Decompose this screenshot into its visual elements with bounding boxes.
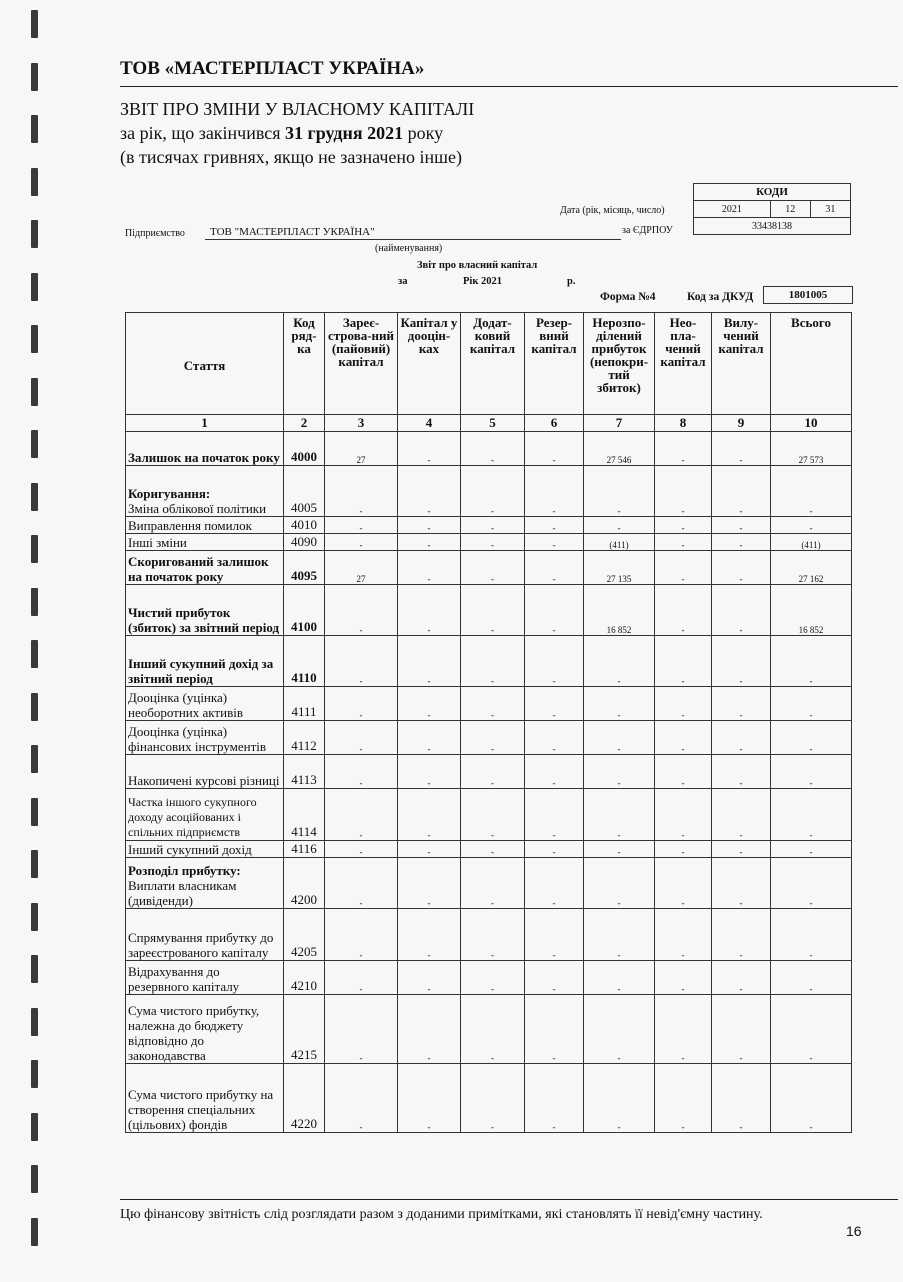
table-row: [126, 961, 852, 995]
row-value: -: [525, 909, 584, 961]
report-units: (в тисячах гривнях, якщо не зазначено інше): [120, 147, 462, 167]
row-value: -: [525, 721, 584, 755]
binding-hole: [31, 1113, 38, 1141]
row-value: -: [712, 841, 771, 858]
row-value: -: [525, 585, 584, 636]
row-value: -: [655, 585, 712, 636]
row-value: -: [771, 755, 852, 789]
table-row: [126, 909, 852, 961]
header-divider: [120, 86, 898, 87]
row-value: -: [584, 466, 655, 517]
codes-heading: КОДИ: [694, 184, 851, 201]
table-row: [126, 789, 852, 841]
row-value: -: [325, 517, 398, 534]
row-value: -: [398, 636, 461, 687]
row-value: -: [461, 995, 525, 1064]
row-value: -: [712, 858, 771, 909]
row-value: -: [325, 841, 398, 858]
page-number: 16: [846, 1223, 862, 1239]
table-row: [126, 858, 852, 909]
equity-table: [125, 312, 852, 1133]
binding-hole: [31, 430, 38, 458]
row-value: -: [325, 909, 398, 961]
row-code: 4000: [284, 432, 325, 466]
row-value: -: [398, 432, 461, 466]
binding-hole: [31, 10, 38, 38]
row-value: -: [461, 432, 525, 466]
row-code: 4110: [284, 636, 325, 687]
row-value: 16 852: [584, 585, 655, 636]
table-row: [126, 687, 852, 721]
row-value: -: [655, 534, 712, 551]
binding-hole: [31, 850, 38, 878]
row-value: -: [584, 517, 655, 534]
row-value: -: [584, 909, 655, 961]
row-value: -: [461, 961, 525, 995]
row-value: -: [584, 1064, 655, 1133]
row-article: Спрямування прибутку до зареєстрованого капіталу: [126, 909, 284, 961]
row-value: -: [584, 636, 655, 687]
row-code: 4200: [284, 858, 325, 909]
row-value: -: [398, 858, 461, 909]
row-value: -: [398, 517, 461, 534]
row-article: Залишок на початок року: [126, 432, 284, 466]
row-value: 27 546: [584, 432, 655, 466]
row-value: -: [771, 466, 852, 517]
report-za: за: [398, 276, 408, 287]
col-number: 6: [525, 415, 584, 432]
binding-hole: [31, 325, 38, 353]
row-value: (411): [584, 534, 655, 551]
table-header-row: [126, 313, 852, 415]
column-number-row: [126, 415, 852, 432]
table-row: [126, 841, 852, 858]
row-value: -: [525, 1064, 584, 1133]
header-cell: Код ряд-ка: [284, 313, 325, 415]
row-value: -: [461, 721, 525, 755]
row-article: Виправлення помилок: [126, 517, 284, 534]
row-value: -: [398, 995, 461, 1064]
row-value: -: [398, 755, 461, 789]
table-row: [126, 432, 852, 466]
header-cell: Стаття: [126, 313, 284, 415]
edrpou-label: за ЄДРПОУ: [622, 225, 673, 236]
row-value: -: [584, 721, 655, 755]
binding-hole: [31, 168, 38, 196]
row-value: -: [771, 517, 852, 534]
row-value: 27: [325, 551, 398, 585]
row-article-text: Зміна облікової політики: [128, 501, 267, 516]
binding-hole: [31, 798, 38, 826]
row-value: -: [525, 636, 584, 687]
row-value: 27 162: [771, 551, 852, 585]
binding-hole: [31, 220, 38, 248]
row-code: 4112: [284, 721, 325, 755]
row-value: -: [712, 789, 771, 841]
row-value: -: [325, 687, 398, 721]
header-cell: Нерозпо-ділений прибуток (непокри-тий збиток): [584, 313, 655, 415]
company-title: ТОВ «МАСТЕРПЛАСТ УКРАЇНА»: [120, 58, 425, 79]
row-article: Скоригований залишок на початок року: [126, 551, 284, 585]
row-article: Чистий прибуток (збиток) за звітний період: [126, 585, 284, 636]
row-value: -: [712, 636, 771, 687]
col-number: 3: [325, 415, 398, 432]
row-value: -: [461, 858, 525, 909]
row-value: -: [584, 995, 655, 1064]
row-value: -: [712, 1064, 771, 1133]
row-article: Дооцінка (уцінка) необоротних активів: [126, 687, 284, 721]
row-value: 16 852: [771, 585, 852, 636]
row-article: Сума чистого прибутку, належна до бюджету відповідно до законодавства: [126, 995, 284, 1064]
row-value: -: [461, 466, 525, 517]
row-value: -: [398, 687, 461, 721]
footer-divider: [120, 1199, 898, 1200]
row-value: -: [525, 995, 584, 1064]
row-value: -: [398, 961, 461, 995]
row-value: -: [771, 1064, 852, 1133]
date-label: Дата (рік, місяць, число): [560, 205, 665, 216]
row-value: -: [398, 466, 461, 517]
col-number: 10: [771, 415, 852, 432]
row-value: -: [325, 721, 398, 755]
row-code: 4100: [284, 585, 325, 636]
row-value: 27 135: [584, 551, 655, 585]
row-article: Інші зміни: [126, 534, 284, 551]
row-code: 4005: [284, 466, 325, 517]
row-value: -: [712, 551, 771, 585]
row-value: -: [584, 789, 655, 841]
binding-hole: [31, 640, 38, 668]
header-cell: Всього: [771, 313, 852, 415]
row-code: 4205: [284, 909, 325, 961]
binding-hole: [31, 903, 38, 931]
row-code: 4010: [284, 517, 325, 534]
dkud-code: 1801005: [763, 286, 853, 304]
table-row: [126, 517, 852, 534]
row-value: -: [325, 858, 398, 909]
report-title-block: [120, 97, 474, 169]
row-value: -: [461, 841, 525, 858]
row-value: -: [655, 858, 712, 909]
row-value: -: [655, 841, 712, 858]
binding-hole: [31, 1008, 38, 1036]
table-row: [126, 721, 852, 755]
row-value: -: [325, 585, 398, 636]
row-value: -: [398, 909, 461, 961]
binding-hole: [31, 483, 38, 511]
row-value: -: [771, 841, 852, 858]
code-month: 12: [770, 201, 810, 218]
row-value: -: [655, 961, 712, 995]
row-code: 4215: [284, 995, 325, 1064]
row-code: 4220: [284, 1064, 325, 1133]
header-cell: Нео-пла-чений капітал: [655, 313, 712, 415]
report-subtitle: Звіт про власний капітал: [417, 260, 538, 271]
report-r: р.: [567, 276, 576, 287]
table-row: [126, 585, 852, 636]
col-number: 2: [284, 415, 325, 432]
row-value: -: [525, 755, 584, 789]
row-value: -: [461, 755, 525, 789]
row-value: -: [584, 755, 655, 789]
header-cell: Зареє-строва-ний (пайовий) капітал: [325, 313, 398, 415]
col-number: 7: [584, 415, 655, 432]
row-value: -: [584, 858, 655, 909]
row-value: (411): [771, 534, 852, 551]
row-value: -: [525, 534, 584, 551]
enterprise-name: ТОВ "МАСТЕРПЛАСТ УКРАЇНА": [210, 226, 375, 238]
binding-hole: [31, 1060, 38, 1088]
table-row: [126, 636, 852, 687]
row-value: -: [525, 789, 584, 841]
row-value: -: [655, 636, 712, 687]
row-value: -: [655, 755, 712, 789]
row-value: -: [712, 755, 771, 789]
row-value: -: [771, 909, 852, 961]
row-value: -: [525, 961, 584, 995]
row-value: -: [461, 585, 525, 636]
row-article: Частка іншого сукупного доходу асоційованих і спільних підприємств: [126, 789, 284, 841]
row-value: -: [771, 687, 852, 721]
row-value: -: [325, 1064, 398, 1133]
row-value: -: [325, 789, 398, 841]
row-value: -: [525, 432, 584, 466]
row-value: -: [655, 1064, 712, 1133]
row-article-heading: Розподіл прибутку:: [128, 863, 241, 878]
table-row: [126, 551, 852, 585]
row-value: -: [461, 1064, 525, 1133]
binding-hole: [31, 955, 38, 983]
dkud-label: Код за ДКУД: [687, 291, 754, 303]
row-value: -: [771, 995, 852, 1064]
row-article: Інший сукупний дохід: [126, 841, 284, 858]
row-value: -: [325, 466, 398, 517]
row-value: -: [712, 687, 771, 721]
row-value: -: [398, 841, 461, 858]
row-value: -: [461, 789, 525, 841]
row-article: [126, 858, 284, 909]
row-value: -: [461, 551, 525, 585]
row-value: -: [655, 721, 712, 755]
row-article: Сума чистого прибутку на створення спеціальних (цільових) фондів: [126, 1064, 284, 1133]
row-article-heading: Коригування:: [128, 486, 211, 501]
row-value: -: [461, 534, 525, 551]
enterprise-underline: [205, 239, 621, 240]
row-value: -: [712, 432, 771, 466]
row-code: 4114: [284, 789, 325, 841]
row-article: Відрахування до резервного капіталу: [126, 961, 284, 995]
table-row: [126, 466, 852, 517]
enterprise-label: Підприємство: [125, 228, 185, 239]
footnote: Цю фінансову звітність слід розглядати разом з доданими примітками, які становлять її невід'ємну частину.: [120, 1207, 763, 1222]
report-title: ЗВІТ ПРО ЗМІНИ У ВЛАСНОМУ КАПІТАЛІ: [120, 99, 475, 119]
row-code: 4113: [284, 755, 325, 789]
col-number: 9: [712, 415, 771, 432]
row-value: -: [525, 517, 584, 534]
row-article: [126, 466, 284, 517]
row-value: -: [525, 687, 584, 721]
report-period-value: Рік 2021: [463, 276, 503, 287]
row-value: -: [325, 755, 398, 789]
row-value: -: [712, 534, 771, 551]
row-value: -: [525, 841, 584, 858]
row-value: -: [712, 961, 771, 995]
code-year: 2021: [694, 201, 771, 218]
binding-hole: [31, 1165, 38, 1193]
header-cell: Вилу-чений капітал: [712, 313, 771, 415]
row-article: Інший сукупний дохід за звітний період: [126, 636, 284, 687]
row-value: -: [655, 466, 712, 517]
row-code: 4210: [284, 961, 325, 995]
row-article: Дооцінка (уцінка) фінансових інструментів: [126, 721, 284, 755]
row-value: -: [325, 636, 398, 687]
row-value: -: [525, 466, 584, 517]
row-value: -: [398, 585, 461, 636]
row-code: 4116: [284, 841, 325, 858]
row-value: -: [712, 995, 771, 1064]
row-value: -: [325, 995, 398, 1064]
col-number: 5: [461, 415, 525, 432]
row-value: -: [525, 551, 584, 585]
binding-hole: [31, 63, 38, 91]
binding-hole: [31, 115, 38, 143]
row-value: -: [398, 721, 461, 755]
row-value: -: [525, 858, 584, 909]
row-value: -: [398, 789, 461, 841]
binding-strip: [28, 0, 42, 1282]
binding-hole: [31, 1218, 38, 1246]
row-value: 27 573: [771, 432, 852, 466]
header-cell: Капітал у дооцін-ках: [398, 313, 461, 415]
row-value: -: [461, 909, 525, 961]
table-row: [126, 995, 852, 1064]
row-value: -: [712, 517, 771, 534]
row-value: -: [398, 534, 461, 551]
table-row: [126, 534, 852, 551]
row-value: -: [655, 432, 712, 466]
table-row: [126, 755, 852, 789]
header-cell: Додат-ковий капітал: [461, 313, 525, 415]
row-value: -: [461, 636, 525, 687]
row-value: -: [771, 636, 852, 687]
binding-hole: [31, 535, 38, 563]
row-code: 4095: [284, 551, 325, 585]
col-number: 4: [398, 415, 461, 432]
row-value: -: [461, 517, 525, 534]
code-edrpou: 33438138: [694, 218, 851, 235]
row-article: Накопичені курсові різниці: [126, 755, 284, 789]
row-value: -: [655, 551, 712, 585]
header-cell: Резер-вний капітал: [525, 313, 584, 415]
col-number: 8: [655, 415, 712, 432]
report-period: за рік, що закінчився 31 грудня 2021 року: [120, 123, 444, 143]
row-value: -: [771, 858, 852, 909]
enterprise-caption: (найменування): [375, 243, 443, 254]
form-label: Форма №4: [600, 291, 656, 303]
row-value: -: [655, 789, 712, 841]
row-value: -: [325, 961, 398, 995]
code-day: 31: [810, 201, 850, 218]
row-value: -: [584, 687, 655, 721]
codes-box: [693, 183, 851, 235]
row-value: -: [655, 909, 712, 961]
row-code: 4111: [284, 687, 325, 721]
row-article-text: Виплати власникам (дивіденди): [128, 878, 237, 908]
row-value: -: [712, 466, 771, 517]
row-value: -: [325, 534, 398, 551]
row-value: -: [461, 687, 525, 721]
row-value: -: [655, 687, 712, 721]
col-number: 1: [126, 415, 284, 432]
binding-hole: [31, 693, 38, 721]
row-value: -: [712, 585, 771, 636]
table-row: [126, 1064, 852, 1133]
row-value: -: [655, 995, 712, 1064]
binding-hole: [31, 378, 38, 406]
binding-hole: [31, 745, 38, 773]
row-code: 4090: [284, 534, 325, 551]
row-value: -: [398, 1064, 461, 1133]
binding-hole: [31, 588, 38, 616]
row-value: -: [398, 551, 461, 585]
binding-hole: [31, 273, 38, 301]
row-value: 27: [325, 432, 398, 466]
row-value: -: [584, 841, 655, 858]
row-value: -: [771, 721, 852, 755]
row-value: -: [771, 961, 852, 995]
row-value: -: [712, 721, 771, 755]
row-value: -: [771, 789, 852, 841]
row-value: -: [584, 961, 655, 995]
row-value: -: [655, 517, 712, 534]
row-value: -: [712, 909, 771, 961]
